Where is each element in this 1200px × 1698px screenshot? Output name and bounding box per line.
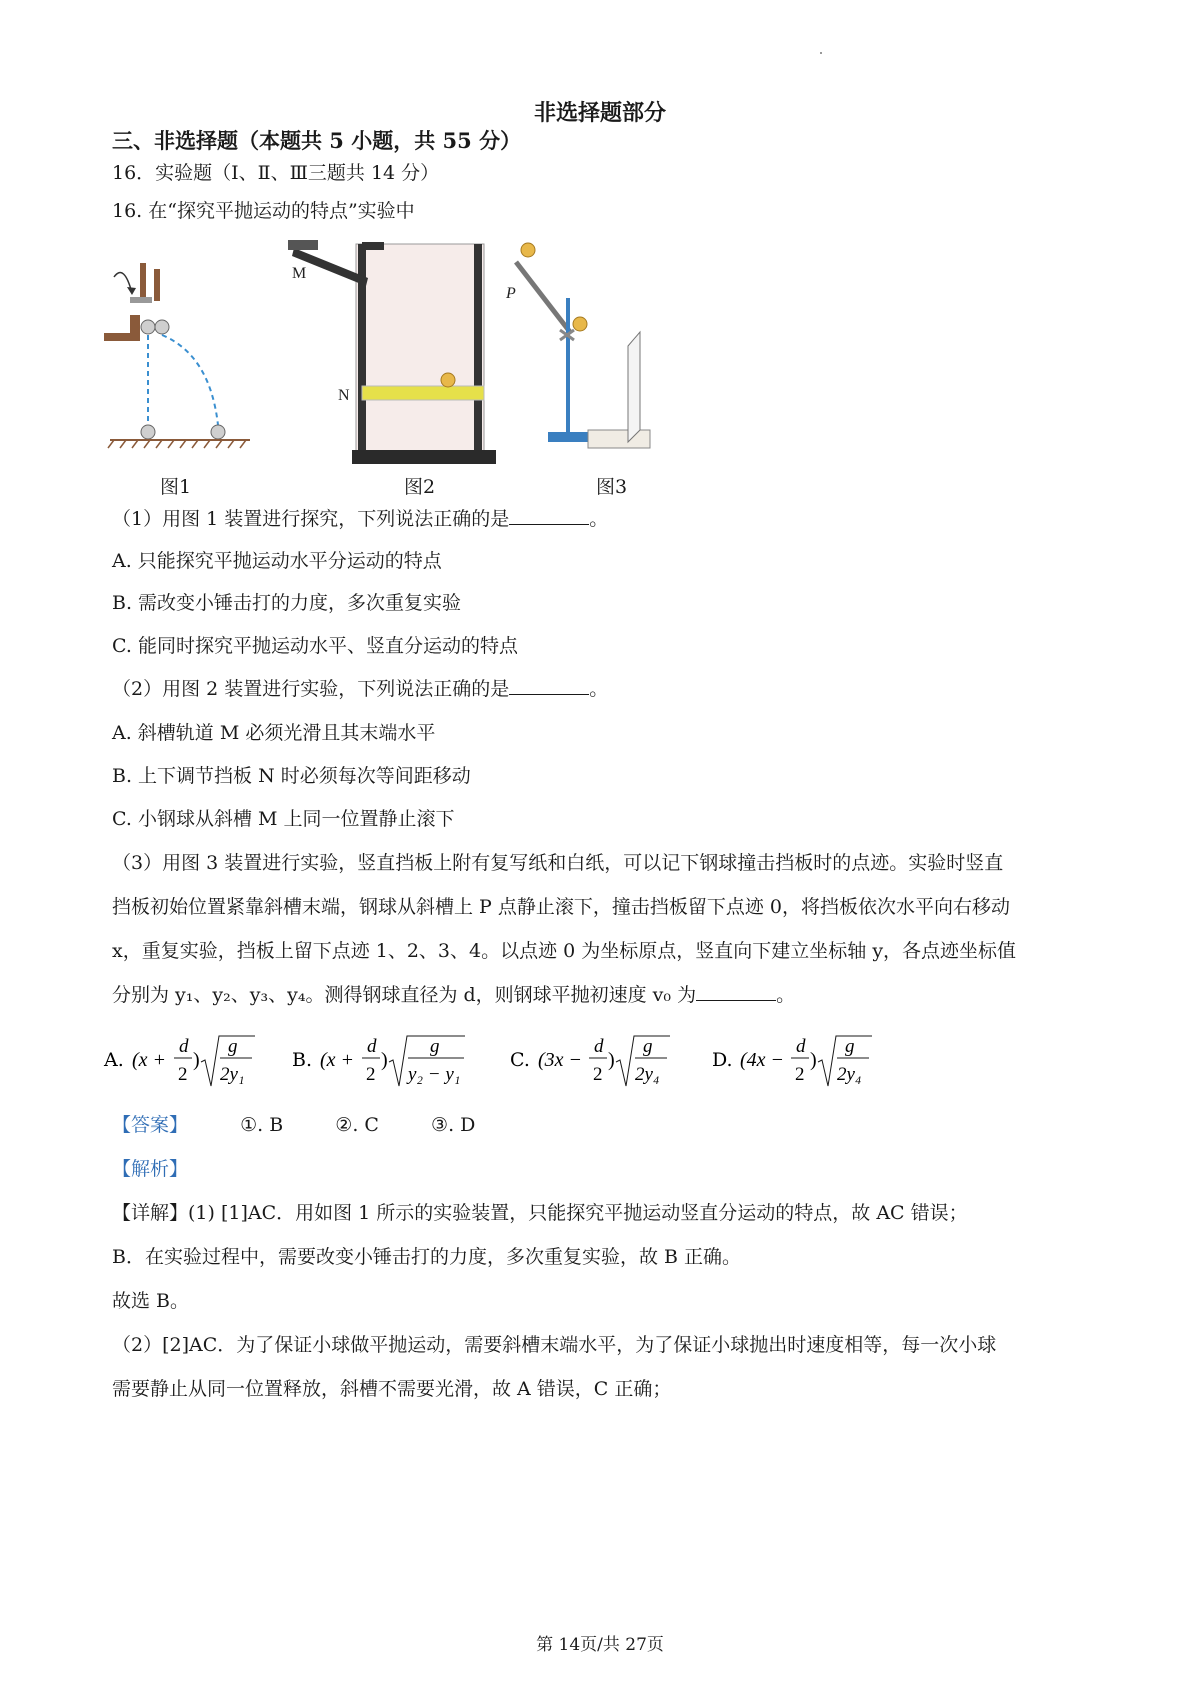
page-footer: 第 14页/共 27页: [536, 1635, 664, 1655]
figure-3: [500, 236, 660, 464]
svg-text:2y₄: 2y₄: [837, 1064, 862, 1085]
answer-item-1: ①. B: [240, 1114, 284, 1136]
section-title: 非选择题部分: [533, 100, 666, 126]
q3-line-4-end: 。: [776, 984, 796, 1006]
q3-line-1: （3）用图 3 装置进行实验，竖直挡板上附有复写纸和白纸，可以记下钢球撞击挡板时的点迹。实验时竖直: [112, 852, 1004, 874]
answer-item-3: ③. D: [431, 1114, 476, 1136]
figure-2-label-n: N: [338, 387, 350, 404]
figure-3-caption: 图3: [596, 476, 628, 498]
part-heading: 三、非选择题（本题共 5 小题，共 55 分）: [112, 128, 522, 153]
svg-text:D.: D.: [712, 1049, 733, 1071]
q1-option-b: B. 需改变小锤击打的力度，多次重复实验: [112, 592, 462, 614]
svg-text:g: g: [845, 1036, 855, 1057]
explanation-line-4: （2）[2]AC．为了保证小球做平抛运动，需要斜槽末端水平，为了保证小球抛出时速度相等，每一次小球: [112, 1334, 997, 1356]
answer-tag: 【答案】: [112, 1114, 189, 1136]
explanation-line-1: 【详解】(1) [1]AC．用如图 1 所示的实验装置，只能探究平抛运动竖直分运动的特点，故 AC 错误；: [112, 1202, 968, 1224]
svg-text:d: d: [594, 1036, 604, 1057]
q2-option-b: B. 上下调节挡板 N 时必须每次等间距移动: [112, 765, 471, 787]
q3-option-d-formula: [712, 1032, 882, 1094]
q1-stem-end: 。: [589, 508, 609, 530]
svg-text:d: d: [367, 1036, 377, 1057]
svg-text:g: g: [643, 1036, 653, 1057]
q3-line-3: x，重复实验，挡板上留下点迹 1、2、3、4。以点迹 0 为坐标原点，竖直向下建立坐标轴 y，各点迹坐标值: [112, 940, 1017, 962]
svg-text:y₂ − y₁: y₂ − y₁: [408, 1064, 461, 1085]
svg-text:): ): [608, 1049, 615, 1071]
figure-1-drawing: [100, 255, 260, 455]
q16-intro: 16．实验题（Ⅰ、Ⅱ、Ⅲ三题共 14 分）: [112, 162, 440, 184]
svg-text:d: d: [179, 1036, 189, 1057]
q3-answer-blank: [696, 982, 776, 1001]
q3-option-d: [712, 1032, 882, 1100]
figure-1: [100, 255, 260, 455]
q3-option-c-formula: [510, 1032, 680, 1094]
figure-3-label-p: P: [506, 285, 516, 302]
svg-text:2y₄: 2y₄: [635, 1064, 660, 1085]
explanation-line-3: 故选 B。: [112, 1290, 190, 1312]
figure-1-caption: 图1: [160, 476, 192, 498]
svg-text:2: 2: [593, 1064, 603, 1085]
q16-title: 16. 在“探究平抛运动的特点”实验中: [112, 200, 415, 222]
svg-text:): ): [381, 1049, 388, 1071]
q2-stem-end: 。: [589, 678, 609, 700]
page-speck: [820, 52, 822, 54]
q2-stem-text: （2）用图 2 装置进行实验，下列说法正确的是: [112, 678, 510, 700]
q1-option-a: A. 只能探究平抛运动水平分运动的特点: [112, 550, 442, 572]
svg-text:C.: C.: [510, 1049, 530, 1071]
answer-line: [112, 1112, 475, 1138]
svg-text:g: g: [228, 1036, 238, 1057]
svg-text:g: g: [430, 1036, 440, 1057]
svg-text:A.: A.: [104, 1049, 124, 1071]
svg-text:): ): [810, 1049, 817, 1071]
q1-option-c: C. 能同时探究平抛运动水平、竖直分运动的特点: [112, 635, 518, 657]
explanation-line-2: B．在实验过程中，需要改变小锤击打的力度，多次重复实验，故 B 正确。: [112, 1246, 742, 1268]
q2-answer-blank: [509, 676, 589, 695]
answer-item-2: ②. C: [335, 1114, 379, 1136]
svg-text:2y₁: 2y₁: [220, 1064, 245, 1085]
svg-text:(4x −: (4x −: [740, 1049, 785, 1071]
svg-text:2: 2: [795, 1064, 805, 1085]
svg-text:B.: B.: [292, 1049, 313, 1071]
q1-stem: [112, 506, 608, 532]
figure-3-drawing: [500, 236, 660, 464]
q2-option-c: C. 小钢球从斜槽 M 上同一位置静止滚下: [112, 808, 455, 830]
svg-text:(x +: (x +: [320, 1049, 355, 1071]
explanation-line-5: 需要静止从同一位置释放，斜槽不需要光滑，故 A 错误，C 正确；: [112, 1378, 672, 1400]
svg-text:2: 2: [178, 1064, 188, 1085]
q3-line-4: [112, 982, 795, 1008]
q3-option-c: [510, 1032, 680, 1100]
svg-text:2: 2: [366, 1064, 376, 1085]
q3-option-a: [104, 1032, 264, 1100]
q1-answer-blank: [509, 506, 589, 525]
svg-text:d: d: [796, 1036, 806, 1057]
q3-line-4-text: 分别为 y₁、y₂、y₃、y₄。测得钢球直径为 d，则钢球平抛初速度 v₀ 为: [112, 984, 697, 1006]
figure-2-drawing: [288, 238, 508, 468]
q3-option-b-formula: [292, 1032, 482, 1094]
figure-2-label-m: M: [292, 265, 307, 282]
q3-option-a-formula: [104, 1032, 264, 1094]
svg-text:(x +: (x +: [132, 1049, 167, 1071]
q3-line-2: 挡板初始位置紧靠斜槽末端，钢球从斜槽上 P 点静止滚下，撞击挡板留下点迹 0，将挡板依次水平向右移动: [112, 896, 1010, 918]
figure-2-caption: 图2: [404, 476, 436, 498]
analysis-tag: 【解析】: [112, 1158, 189, 1180]
figure-2: [288, 238, 508, 468]
svg-text:): ): [193, 1049, 200, 1071]
svg-text:(3x −: (3x −: [538, 1049, 583, 1071]
q3-option-b: [292, 1032, 482, 1100]
q2-stem: [112, 676, 608, 702]
q2-option-a: A. 斜槽轨道 M 必须光滑且其末端水平: [112, 722, 436, 744]
q1-stem-text: （1）用图 1 装置进行探究，下列说法正确的是: [112, 508, 510, 530]
